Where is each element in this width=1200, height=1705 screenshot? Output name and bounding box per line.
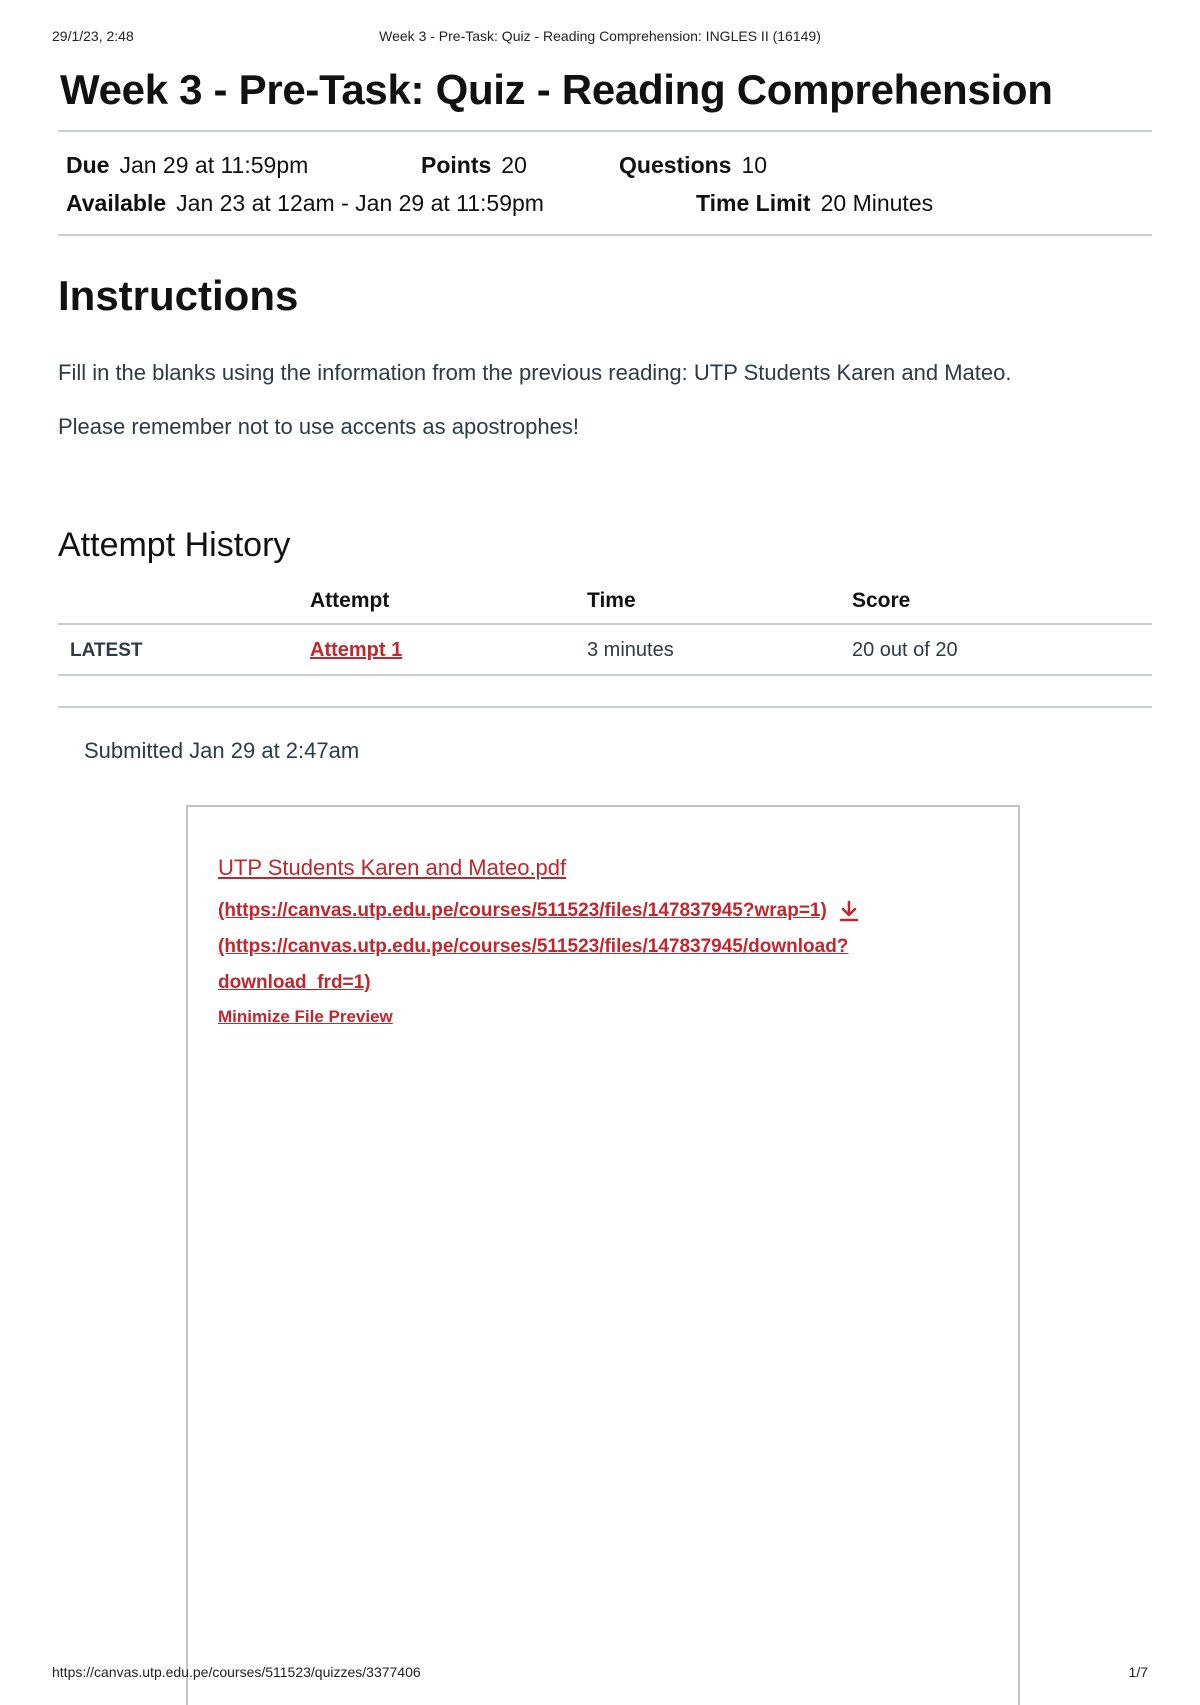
quiz-title: Week 3 - Pre-Task: Quiz - Reading Comprehension bbox=[60, 66, 1053, 113]
table-header-row bbox=[58, 589, 1152, 624]
file-download-link[interactable]: (https://canvas.utp.edu.pe/courses/511523/files/147837945/download? bbox=[218, 936, 849, 957]
print-page-number: 1/7 bbox=[1128, 1664, 1148, 1680]
due-value: Jan 29 at 11:59pm bbox=[119, 152, 309, 178]
divider bbox=[58, 706, 1152, 708]
points-detail bbox=[421, 146, 619, 184]
attempt-score: 20 out of 20 bbox=[852, 624, 1152, 675]
due-detail bbox=[66, 146, 421, 184]
file-url-line bbox=[218, 893, 978, 929]
available-value: Jan 23 at 12am - Jan 29 at 11:59pm bbox=[176, 190, 544, 216]
questions-detail bbox=[619, 146, 767, 184]
available-label: Available bbox=[66, 190, 167, 216]
print-header bbox=[52, 28, 1148, 44]
file-url-link[interactable]: (https://canvas.utp.edu.pe/courses/511523/files/147837945?wrap=1) bbox=[218, 900, 827, 921]
points-label: Points bbox=[421, 152, 492, 178]
attempt-history-table bbox=[58, 589, 1152, 676]
print-date: 29/1/23, 2:48 bbox=[52, 28, 134, 44]
column-header-status bbox=[58, 589, 310, 624]
file-download-link-cont[interactable]: download_frd=1) bbox=[218, 972, 371, 993]
attempt-link[interactable]: Attempt 1 bbox=[310, 639, 403, 661]
file-name-link[interactable]: UTP Students Karen and Mateo.pdf bbox=[218, 855, 567, 880]
attempt-cell bbox=[310, 624, 587, 675]
submitted-text: Submitted Jan 29 at 2:47am bbox=[84, 738, 360, 763]
attempt-time: 3 minutes bbox=[587, 624, 852, 675]
questions-label: Questions bbox=[619, 152, 732, 178]
column-header-score: Score bbox=[852, 589, 1152, 624]
attempt-status: LATEST bbox=[58, 624, 310, 675]
print-footer bbox=[52, 1664, 1148, 1680]
print-title: Week 3 - Pre-Task: Quiz - Reading Comprehension: INGLES II (16149) bbox=[379, 28, 821, 44]
file-attachment bbox=[218, 855, 978, 1027]
instructions-paragraph: Fill in the blanks using the information from the previous reading: UTP Students Karen and Mateo. bbox=[58, 360, 1012, 385]
instructions-paragraph: Please remember not to use accents as apostrophes! bbox=[58, 414, 579, 439]
download-icon[interactable] bbox=[837, 899, 861, 923]
points-value: 20 bbox=[501, 152, 527, 178]
divider bbox=[58, 234, 1152, 236]
instructions-heading: Instructions bbox=[58, 272, 299, 319]
time-limit-label: Time Limit bbox=[696, 190, 811, 216]
file-preview-panel bbox=[186, 805, 1020, 1705]
time-limit-value: 20 Minutes bbox=[820, 190, 934, 216]
print-url: https://canvas.utp.edu.pe/courses/511523/quizzes/3377406 bbox=[52, 1664, 421, 1680]
minimize-file-preview-link[interactable]: Minimize File Preview bbox=[218, 1007, 393, 1026]
due-label: Due bbox=[66, 152, 110, 178]
time-limit-detail bbox=[696, 184, 933, 222]
quiz-details bbox=[58, 132, 1152, 234]
attempt-history-heading: Attempt History bbox=[58, 526, 291, 564]
column-header-time: Time bbox=[587, 589, 852, 624]
questions-value: 10 bbox=[741, 152, 768, 178]
table-row bbox=[58, 624, 1152, 675]
main-content bbox=[58, 58, 1152, 764]
available-detail bbox=[66, 184, 696, 222]
column-header-attempt: Attempt bbox=[310, 589, 587, 624]
